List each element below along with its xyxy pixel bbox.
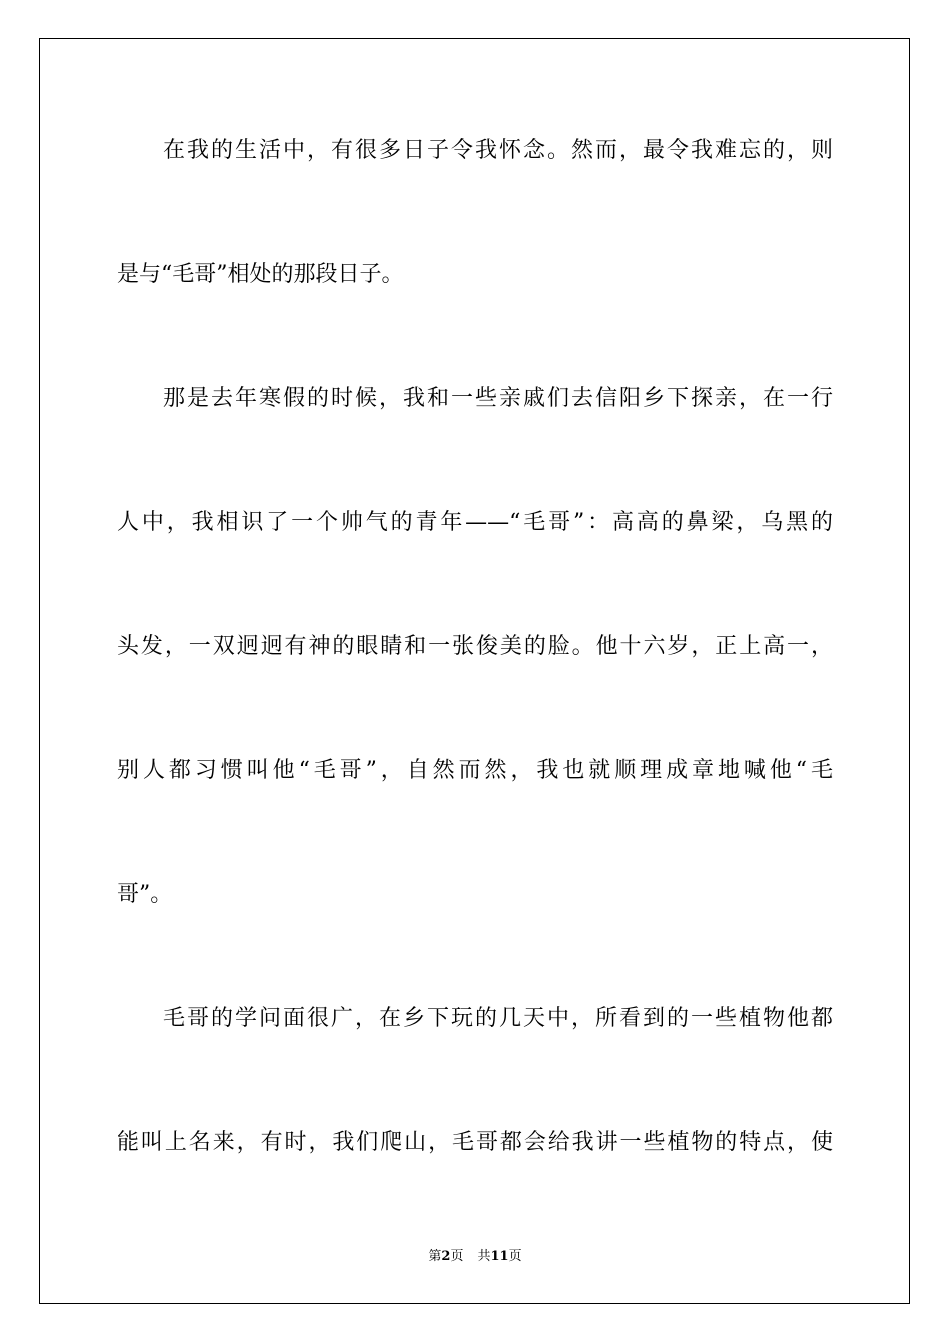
footer-prefix: 第 — [428, 1249, 442, 1264]
text-line: 人中，我相识了一个帅气的青年——“毛哥”：高高的鼻梁，乌黑的 — [117, 510, 833, 535]
page-footer — [0, 1245, 950, 1264]
text-line: 别人都习惯叫他“毛哥”，自然而然，我也就顺理成章地喊他“毛 — [117, 758, 833, 783]
total-pages-number: 11 — [490, 1249, 509, 1264]
text-line: 是与“毛哥”相处的那段日子。 — [117, 262, 404, 287]
footer-total-prefix: 共 — [477, 1249, 491, 1264]
current-page-number: 2 — [441, 1249, 451, 1264]
footer-page-suffix: 页 — [450, 1249, 464, 1264]
text-line: 在我的生活中，有很多日子令我怀念。然而，最令我难忘的，则 — [163, 138, 833, 163]
text-line: 毛哥的学问面很广，在乡下玩的几天中，所看到的一些植物他都 — [163, 1006, 833, 1031]
footer-total-suffix: 页 — [508, 1249, 522, 1264]
text-line: 能叫上名来，有时，我们爬山，毛哥都会给我讲一些植物的特点，使 — [117, 1130, 833, 1155]
text-line: 哥”。 — [117, 882, 173, 907]
document-body — [117, 126, 833, 1242]
text-line: 头发，一双迥迥有神的眼睛和一张俊美的脸。他十六岁，正上高一， — [117, 634, 833, 659]
text-line: 那是去年寒假的时候，我和一些亲戚们去信阳乡下探亲，在一行 — [163, 386, 833, 411]
